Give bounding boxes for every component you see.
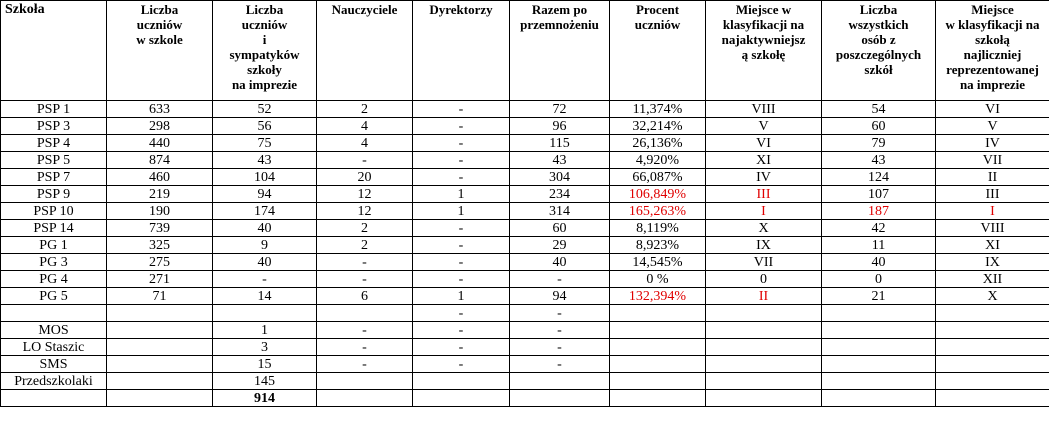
cell-teachers [317, 373, 413, 390]
table-row [1, 390, 1049, 407]
cell-attendance-rank: V [936, 118, 1049, 135]
cell-total-after-multiplying: - [510, 356, 610, 373]
cell-total-after-multiplying: 72 [510, 101, 610, 118]
table-row [1, 152, 1049, 169]
cell-total-after-multiplying [510, 373, 610, 390]
cell-students-percent [610, 322, 706, 339]
cell-school: SMS [1, 356, 107, 373]
cell-activity-rank [706, 356, 822, 373]
cell-school [1, 305, 107, 322]
cell-attendance-rank: VII [936, 152, 1049, 169]
cell-attendance-rank: IX [936, 254, 1049, 271]
cell-all-persons [822, 305, 936, 322]
cell-teachers: - [317, 356, 413, 373]
cell-students-and-supporters: 40 [213, 254, 317, 271]
cell-attendance-rank [936, 356, 1049, 373]
cell-activity-rank [706, 322, 822, 339]
cell-total-after-multiplying: - [510, 305, 610, 322]
cell-total-after-multiplying: 96 [510, 118, 610, 135]
cell-students-and-supporters: 43 [213, 152, 317, 169]
cell-all-persons: 40 [822, 254, 936, 271]
cell-directors: - [413, 169, 510, 186]
cell-students-percent [610, 390, 706, 407]
cell-students-in-school: 298 [107, 118, 213, 135]
cell-directors: 1 [413, 203, 510, 220]
cell-directors: - [413, 339, 510, 356]
cell-all-persons: 124 [822, 169, 936, 186]
cell-directors: - [413, 305, 510, 322]
cell-students-percent [610, 356, 706, 373]
cell-total-after-multiplying: - [510, 322, 610, 339]
header-students-and-supporters [213, 1, 317, 101]
cell-students-percent: 14,545% [610, 254, 706, 271]
cell-attendance-rank: IV [936, 135, 1049, 152]
cell-total-after-multiplying: 234 [510, 186, 610, 203]
cell-directors: - [413, 135, 510, 152]
cell-students-and-supporters: 174 [213, 203, 317, 220]
cell-students-and-supporters: 145 [213, 373, 317, 390]
cell-all-persons [822, 339, 936, 356]
cell-school: PSP 4 [1, 135, 107, 152]
cell-students-in-school: 739 [107, 220, 213, 237]
cell-teachers: 12 [317, 203, 413, 220]
cell-teachers: - [317, 322, 413, 339]
cell-students-in-school [107, 390, 213, 407]
table-body [1, 101, 1049, 407]
table-row [1, 118, 1049, 135]
header-line: Razem po [531, 2, 588, 17]
cell-students-and-supporters: 914 [213, 390, 317, 407]
cell-students-in-school [107, 339, 213, 356]
header-line: szkół [864, 62, 893, 77]
cell-students-percent: 32,214% [610, 118, 706, 135]
cell-students-and-supporters: 9 [213, 237, 317, 254]
header-line: Nauczyciele [331, 2, 398, 17]
cell-all-persons: 107 [822, 186, 936, 203]
header-directors [413, 1, 510, 101]
header-line: przemnożeniu [520, 17, 599, 32]
header-line: uczniów [241, 17, 288, 32]
cell-students-and-supporters: 104 [213, 169, 317, 186]
cell-directors: - [413, 237, 510, 254]
cell-teachers: - [317, 271, 413, 288]
cell-total-after-multiplying: 115 [510, 135, 610, 152]
header-line: wszystkich [848, 17, 909, 32]
cell-attendance-rank: XI [936, 237, 1049, 254]
header-line: Procent [635, 2, 680, 17]
cell-total-after-multiplying: 94 [510, 288, 610, 305]
cell-attendance-rank: X [936, 288, 1049, 305]
header-line: Liczba [140, 2, 179, 17]
cell-school: PSP 14 [1, 220, 107, 237]
header-activity-rank [706, 1, 822, 101]
cell-students-in-school: 325 [107, 237, 213, 254]
header-row [1, 1, 1049, 101]
cell-school: PG 1 [1, 237, 107, 254]
cell-students-percent: 165,263% [610, 203, 706, 220]
cell-students-in-school: 633 [107, 101, 213, 118]
cell-directors: 1 [413, 186, 510, 203]
cell-students-in-school [107, 322, 213, 339]
cell-activity-rank [706, 390, 822, 407]
table-row [1, 135, 1049, 152]
cell-school: PSP 1 [1, 101, 107, 118]
cell-attendance-rank: VI [936, 101, 1049, 118]
header-line: poszczególnych [835, 47, 922, 62]
cell-students-and-supporters: 3 [213, 339, 317, 356]
cell-students-in-school [107, 356, 213, 373]
table-row [1, 101, 1049, 118]
cell-all-persons: 79 [822, 135, 936, 152]
cell-students-percent [610, 305, 706, 322]
header-line: najaktywniejsz [721, 32, 806, 47]
cell-students-percent: 132,394% [610, 288, 706, 305]
cell-all-persons: 54 [822, 101, 936, 118]
cell-students-in-school: 219 [107, 186, 213, 203]
cell-students-and-supporters: 15 [213, 356, 317, 373]
table-row [1, 186, 1049, 203]
header-school [1, 1, 107, 101]
table-row [1, 203, 1049, 220]
cell-school: PG 4 [1, 271, 107, 288]
cell-activity-rank: VIII [706, 101, 822, 118]
cell-all-persons [822, 373, 936, 390]
header-attendance-rank [936, 1, 1049, 101]
table-row [1, 220, 1049, 237]
header-line: w klasyfikacji na [945, 17, 1040, 32]
cell-activity-rank [706, 339, 822, 356]
cell-teachers: 4 [317, 135, 413, 152]
table-row [1, 339, 1049, 356]
cell-school: PSP 7 [1, 169, 107, 186]
table-row [1, 288, 1049, 305]
cell-total-after-multiplying: 29 [510, 237, 610, 254]
cell-all-persons [822, 322, 936, 339]
cell-school: PG 5 [1, 288, 107, 305]
cell-students-and-supporters: 75 [213, 135, 317, 152]
cell-school: PSP 3 [1, 118, 107, 135]
cell-total-after-multiplying: - [510, 271, 610, 288]
cell-students-percent: 4,920% [610, 152, 706, 169]
header-line: uczniów [634, 17, 681, 32]
header-line: Miejsce w [735, 2, 792, 17]
cell-school [1, 390, 107, 407]
cell-students-in-school [107, 373, 213, 390]
cell-all-persons: 0 [822, 271, 936, 288]
cell-students-in-school: 440 [107, 135, 213, 152]
header-line: na imprezie [959, 77, 1026, 92]
cell-activity-rank [706, 373, 822, 390]
cell-school: Przedszkolaki [1, 373, 107, 390]
cell-attendance-rank [936, 339, 1049, 356]
header-line: klasyfikacji na [722, 17, 805, 32]
header-line: szkołą [975, 32, 1010, 47]
cell-students-percent: 11,374% [610, 101, 706, 118]
cell-students-and-supporters: - [213, 271, 317, 288]
cell-directors: - [413, 101, 510, 118]
cell-all-persons [822, 390, 936, 407]
header-line: Liczba [245, 2, 284, 17]
table-row [1, 237, 1049, 254]
cell-directors: - [413, 220, 510, 237]
header-students-percent [610, 1, 706, 101]
cell-activity-rank: VI [706, 135, 822, 152]
cell-teachers: - [317, 339, 413, 356]
cell-school: PSP 5 [1, 152, 107, 169]
cell-activity-rank: IV [706, 169, 822, 186]
cell-attendance-rank: I [936, 203, 1049, 220]
cell-activity-rank: I [706, 203, 822, 220]
table-row [1, 271, 1049, 288]
cell-activity-rank: VII [706, 254, 822, 271]
cell-directors: - [413, 152, 510, 169]
cell-all-persons [822, 356, 936, 373]
cell-teachers: 2 [317, 101, 413, 118]
table-row [1, 356, 1049, 373]
header-line: osób z [861, 32, 896, 47]
cell-activity-rank: X [706, 220, 822, 237]
cell-attendance-rank [936, 390, 1049, 407]
cell-students-in-school: 190 [107, 203, 213, 220]
cell-all-persons: 43 [822, 152, 936, 169]
cell-students-in-school: 460 [107, 169, 213, 186]
cell-teachers [317, 305, 413, 322]
header-line: uczniów [136, 17, 183, 32]
cell-attendance-rank: III [936, 186, 1049, 203]
cell-all-persons: 60 [822, 118, 936, 135]
cell-teachers: - [317, 254, 413, 271]
cell-directors: - [413, 322, 510, 339]
cell-activity-rank: V [706, 118, 822, 135]
cell-students-and-supporters: 52 [213, 101, 317, 118]
cell-total-after-multiplying: 314 [510, 203, 610, 220]
cell-directors: 1 [413, 288, 510, 305]
table-row [1, 169, 1049, 186]
cell-students-and-supporters: 56 [213, 118, 317, 135]
cell-directors: - [413, 118, 510, 135]
cell-teachers: 12 [317, 186, 413, 203]
header-all-persons [822, 1, 936, 101]
header-line: Liczba [859, 2, 898, 17]
cell-teachers: - [317, 152, 413, 169]
cell-total-after-multiplying: 60 [510, 220, 610, 237]
cell-school: PSP 9 [1, 186, 107, 203]
header-line: i [262, 32, 267, 47]
cell-students-and-supporters: 40 [213, 220, 317, 237]
header-line: szkoły [247, 62, 282, 77]
cell-all-persons: 187 [822, 203, 936, 220]
cell-directors [413, 390, 510, 407]
cell-activity-rank: III [706, 186, 822, 203]
cell-attendance-rank: XII [936, 271, 1049, 288]
header-line: w szkole [136, 32, 183, 47]
cell-activity-rank: 0 [706, 271, 822, 288]
cell-students-in-school: 71 [107, 288, 213, 305]
cell-students-percent: 66,087% [610, 169, 706, 186]
cell-students-percent: 26,136% [610, 135, 706, 152]
cell-activity-rank: XI [706, 152, 822, 169]
cell-students-percent [610, 339, 706, 356]
cell-attendance-rank [936, 322, 1049, 339]
header-line: ą szkołę [741, 47, 786, 62]
cell-activity-rank: II [706, 288, 822, 305]
cell-school: MOS [1, 322, 107, 339]
cell-activity-rank [706, 305, 822, 322]
cell-students-in-school: 275 [107, 254, 213, 271]
cell-all-persons: 21 [822, 288, 936, 305]
cell-teachers: 20 [317, 169, 413, 186]
cell-students-percent: 8,119% [610, 220, 706, 237]
header-line: Szkoła [5, 2, 45, 17]
cell-directors: - [413, 271, 510, 288]
table-row [1, 322, 1049, 339]
cell-total-after-multiplying: 40 [510, 254, 610, 271]
header-line: Miejsce [971, 2, 1014, 17]
table-row [1, 254, 1049, 271]
cell-total-after-multiplying [510, 390, 610, 407]
cell-students-percent: 0 % [610, 271, 706, 288]
header-line: najliczniej [963, 47, 1022, 62]
cell-teachers: 2 [317, 220, 413, 237]
cell-teachers: 2 [317, 237, 413, 254]
cell-attendance-rank [936, 373, 1049, 390]
cell-students-percent: 8,923% [610, 237, 706, 254]
cell-teachers: 6 [317, 288, 413, 305]
cell-directors [413, 373, 510, 390]
cell-students-and-supporters: 1 [213, 322, 317, 339]
header-students-in-school [107, 1, 213, 101]
cell-students-in-school: 874 [107, 152, 213, 169]
header-line: Dyrektorzy [429, 2, 493, 17]
cell-students-in-school: 271 [107, 271, 213, 288]
cell-all-persons: 42 [822, 220, 936, 237]
cell-students-in-school [107, 305, 213, 322]
cell-directors: - [413, 254, 510, 271]
cell-all-persons: 11 [822, 237, 936, 254]
cell-attendance-rank: II [936, 169, 1049, 186]
cell-total-after-multiplying: 304 [510, 169, 610, 186]
cell-teachers: 4 [317, 118, 413, 135]
cell-students-and-supporters: 14 [213, 288, 317, 305]
cell-attendance-rank: VIII [936, 220, 1049, 237]
cell-school: PSP 10 [1, 203, 107, 220]
cell-school: PG 3 [1, 254, 107, 271]
header-teachers [317, 1, 413, 101]
cell-students-percent: 106,849% [610, 186, 706, 203]
cell-activity-rank: IX [706, 237, 822, 254]
header-line: na imprezie [231, 77, 298, 92]
cell-students-percent [610, 373, 706, 390]
header-total-after-multiplying [510, 1, 610, 101]
cell-school: LO Staszic [1, 339, 107, 356]
cell-total-after-multiplying: 43 [510, 152, 610, 169]
cell-total-after-multiplying: - [510, 339, 610, 356]
cell-students-and-supporters: 94 [213, 186, 317, 203]
cell-directors: - [413, 356, 510, 373]
header-line: sympatyków [229, 47, 300, 62]
header-line: reprezentowanej [946, 62, 1039, 77]
cell-students-and-supporters [213, 305, 317, 322]
table-row [1, 373, 1049, 390]
cell-attendance-rank [936, 305, 1049, 322]
cell-teachers [317, 390, 413, 407]
table-row [1, 305, 1049, 322]
